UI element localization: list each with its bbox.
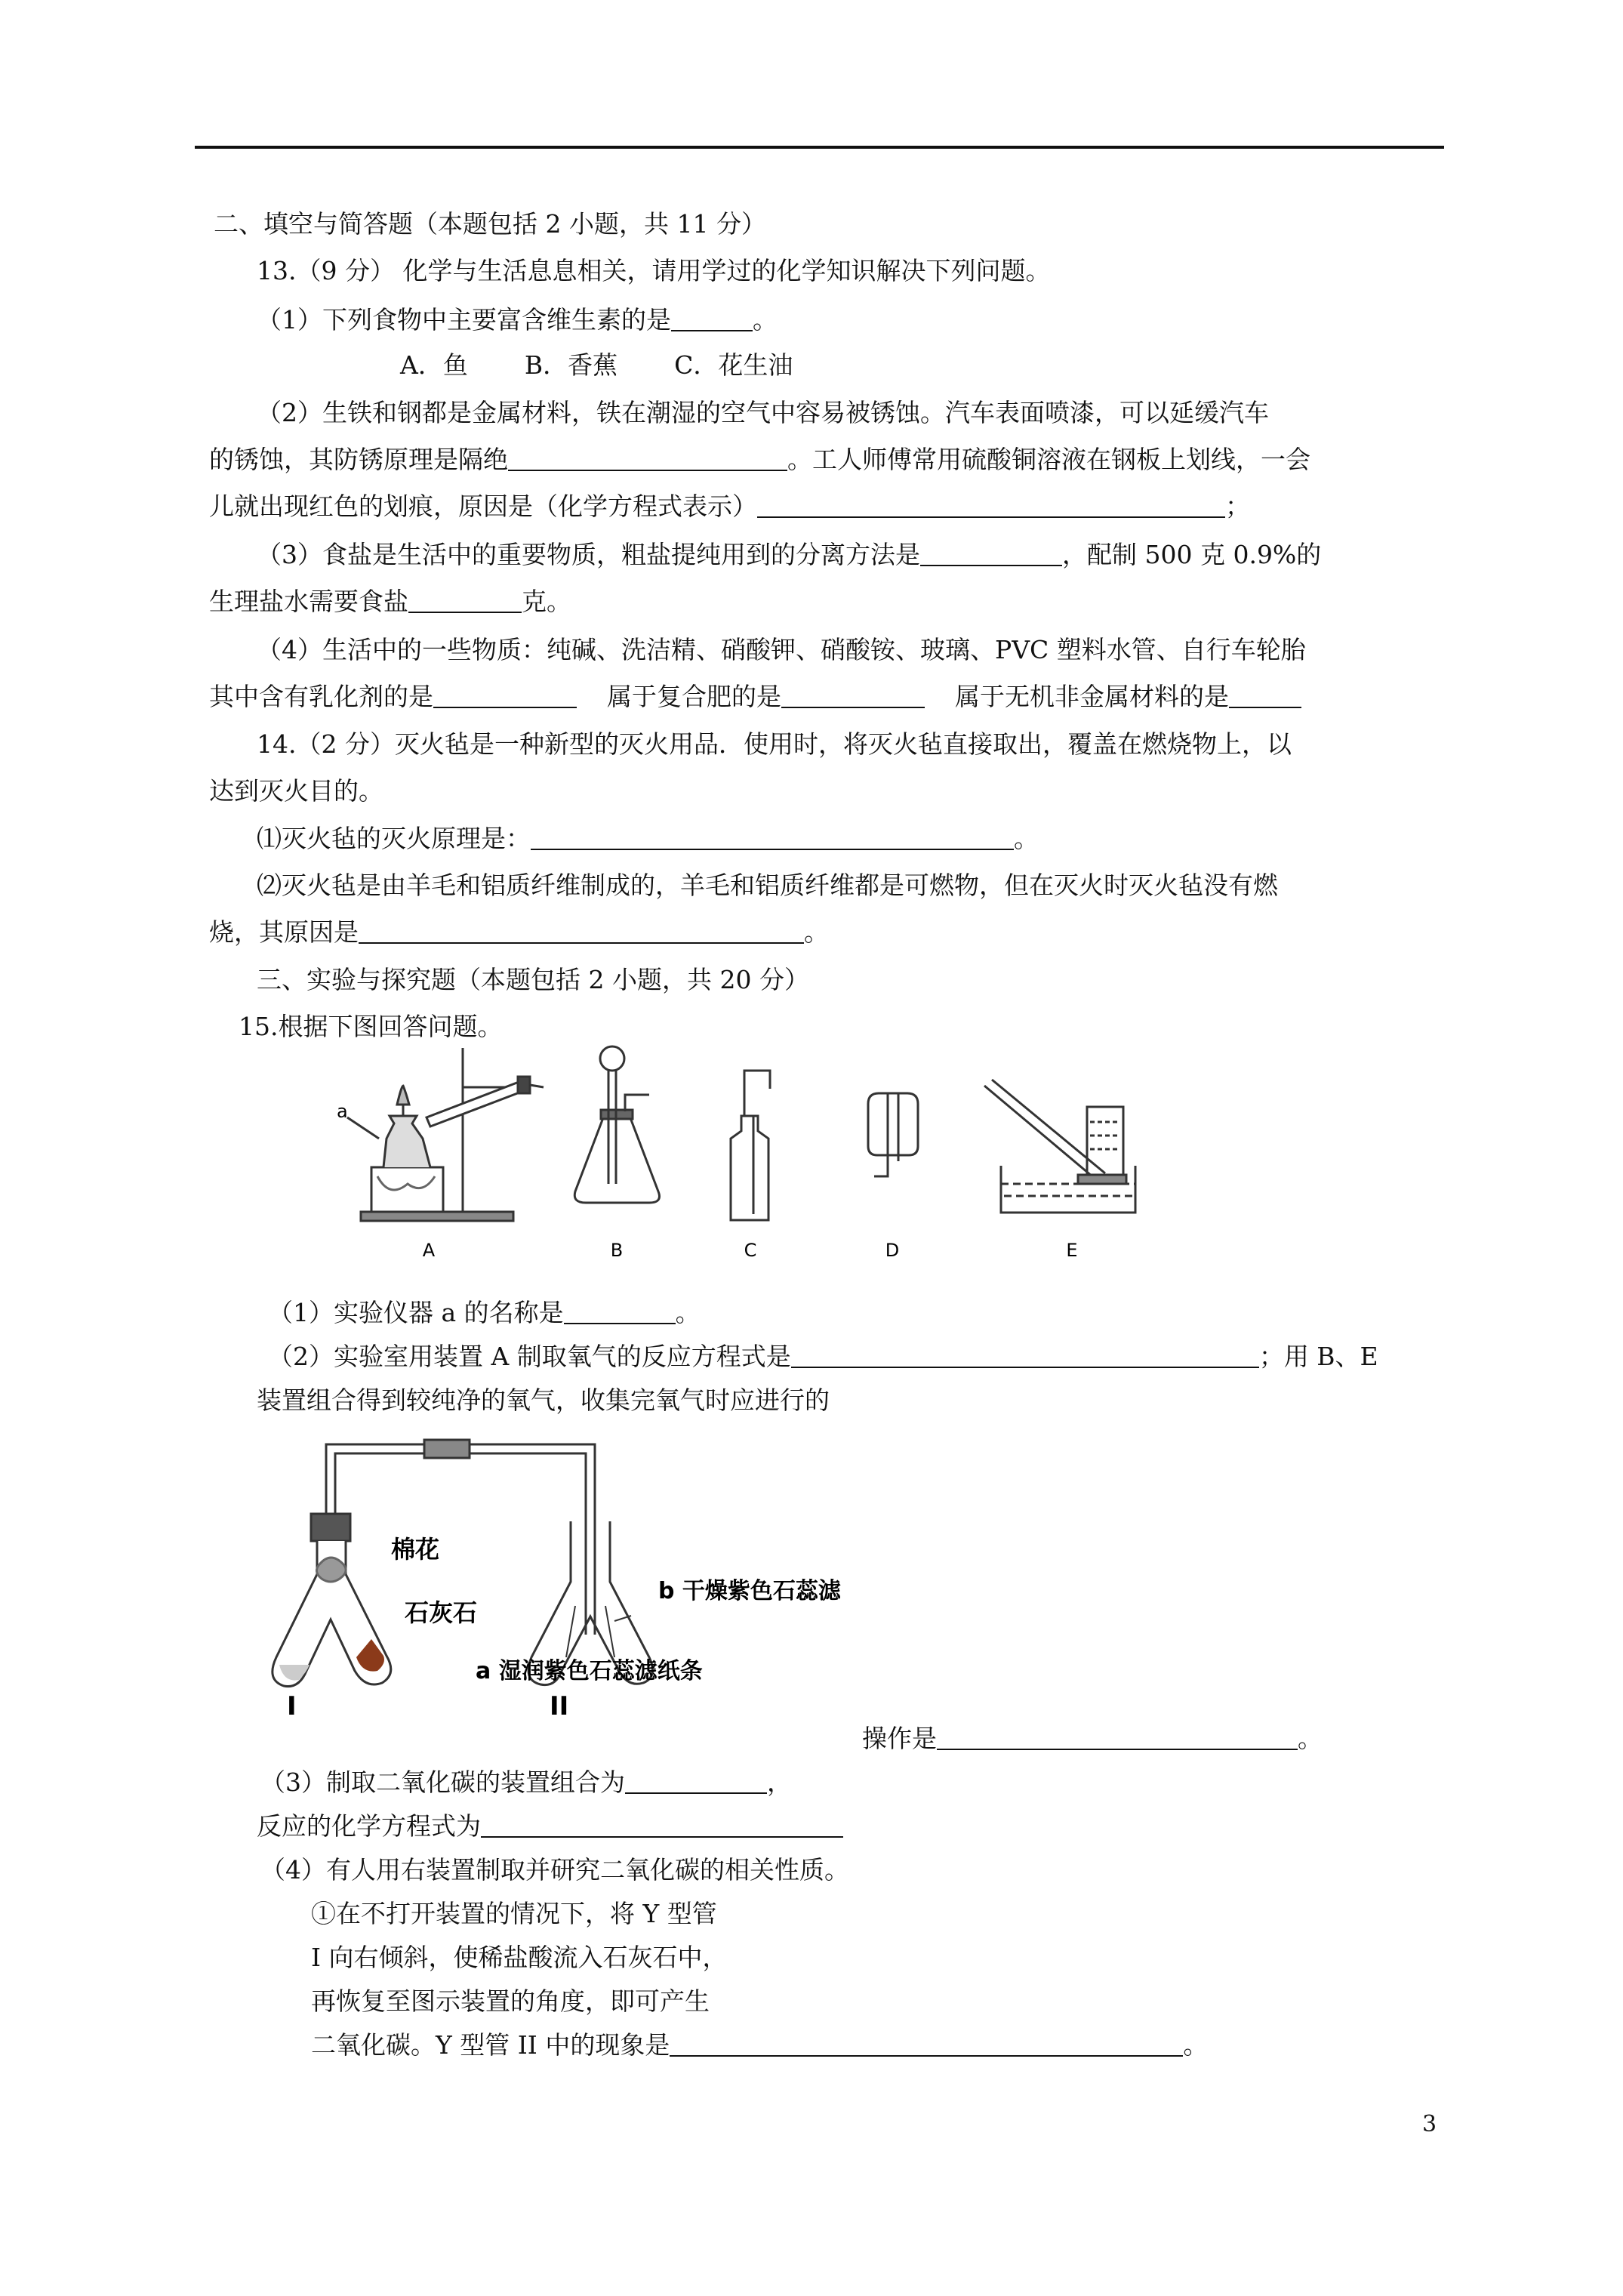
label-dry-litmus-strip: b 干燥紫色石蕊滤 bbox=[658, 1578, 841, 1604]
q13-options bbox=[400, 350, 793, 381]
q13-part4-answer-blank-3[interactable] bbox=[1229, 683, 1301, 708]
apparatus-figure bbox=[317, 1040, 1246, 1267]
q13-part2-answer-blank-1[interactable] bbox=[508, 445, 787, 471]
q14-part2-answer-blank[interactable] bbox=[359, 918, 804, 944]
y-tube-figure bbox=[257, 1431, 841, 1733]
q13-part2-line2: 的锈蚀，其防锈原理是隔绝 。工人师傅常用硫酸铜溶液在钢板上划线，一会 bbox=[209, 445, 1310, 474]
label-cotton: 棉花 bbox=[391, 1535, 440, 1564]
q13-part2-answer-blank-2[interactable] bbox=[757, 492, 1225, 518]
label-wet-litmus-strip: a 湿润紫色石蕊滤纸条 bbox=[476, 1658, 703, 1684]
q14-line1: 14.（2 分）灭火毡是一种新型的灭火用品．使用时，将灭火毡直接取出，覆盖在燃烧物上，以 bbox=[257, 729, 1292, 759]
header-rule bbox=[195, 146, 1444, 149]
y-tube-diagram bbox=[257, 1431, 841, 1733]
q13-part4-answer-blank-2[interactable] bbox=[781, 683, 925, 708]
section-3-title: 三、实验与探究题（本题包括 2 小题，共 20 分） bbox=[257, 965, 809, 994]
q13-part3-answer-blank-2[interactable] bbox=[408, 587, 522, 613]
q15-part2-answer-blank-1[interactable] bbox=[791, 1342, 1259, 1368]
q13-intro: 13.（9 分） 化学与生活息息相关，请用学过的化学知识解决下列问题。 bbox=[257, 256, 1051, 285]
q14-part2-line1: ⑵灭火毡是由羊毛和铝质纤维制成的，羊毛和铝质纤维都是可燃物，但在灭火时灭火毡没有燃 bbox=[257, 871, 1278, 900]
label-tube-i: I bbox=[287, 1691, 297, 1721]
q15-part2-answer-blank-2[interactable] bbox=[937, 1724, 1298, 1750]
q15-part2-line1: （2）实验室用装置 A 制取氧气的反应方程式是 ；用 B、E bbox=[268, 1342, 1378, 1371]
q14-part1-answer-blank[interactable] bbox=[531, 824, 1014, 850]
apparatus-d bbox=[868, 1093, 918, 1176]
option-b: B．香蕉 bbox=[524, 350, 618, 380]
apparatus-label-c: C bbox=[744, 1240, 757, 1261]
q15-part2-line2: 装置组合得到较纯净的氧气，收集完氧气时应进行的 bbox=[257, 1385, 830, 1415]
page-number: 3 bbox=[1422, 2111, 1437, 2137]
q15-part4-line4: 再恢复至图示装置的角度，即可产生 bbox=[311, 1986, 710, 2016]
q13-part3-line1: （3）食盐是生活中的重要物质，粗盐提纯用到的分离方法是 ，配制 500 克 0.9%的 bbox=[257, 540, 1322, 569]
q15-part4-line3: I 向右倾斜，使稀盐酸流入石灰石中， bbox=[311, 1943, 728, 1972]
q15-part4-answer-blank[interactable] bbox=[670, 2031, 1183, 2057]
q15-part3-line1: （3）制取二氧化碳的装置组合为 ， bbox=[260, 1767, 792, 1797]
q13-part4-line2: 其中含有乳化剂的是 属于复合肥的是 属于无机非金属材料的是 bbox=[209, 681, 1301, 712]
apparatus-diagram bbox=[317, 1040, 1246, 1267]
q14-part1: ⑴灭火毡的灭火原理是： 。 bbox=[257, 824, 1039, 853]
label-tube-ii: II bbox=[550, 1691, 569, 1721]
apparatus-c bbox=[731, 1071, 770, 1220]
q13-part1: （1）下列食物中主要富含维生素的是 。 bbox=[257, 305, 778, 334]
q14-line2: 达到灭火目的。 bbox=[209, 776, 383, 806]
q13-part1-answer-blank[interactable] bbox=[671, 306, 753, 331]
q13-part2-line1: （2）生铁和钢都是金属材料，铁在潮湿的空气中容易被锈蚀。汽车表面喷漆，可以延缓汽车 bbox=[257, 398, 1269, 427]
label-limestone: 石灰石 bbox=[405, 1598, 478, 1627]
section-2-title: 二、填空与简答题（本题包括 2 小题，共 11 分） bbox=[214, 209, 766, 239]
q13-part3-answer-blank-1[interactable] bbox=[920, 541, 1062, 566]
q15-part4-line1: （4）有人用右装置制取并研究二氧化碳的相关性质。 bbox=[260, 1855, 849, 1885]
apparatus-label-a: A bbox=[422, 1240, 436, 1261]
apparatus-b bbox=[574, 1046, 659, 1203]
q13-part4-answer-blank-1[interactable] bbox=[433, 683, 577, 708]
q15-part2-operation: 操作是 。 bbox=[862, 1724, 1323, 1753]
q13-part3-line2: 生理盐水需要食盐 克。 bbox=[209, 587, 571, 616]
q15-part3-line2: 反应的化学方程式为 bbox=[257, 1811, 843, 1841]
q14-part2-line2: 烧，其原因是 。 bbox=[209, 917, 829, 947]
option-a: A．鱼 bbox=[400, 350, 468, 380]
q15-part1: （1）实验仪器 a 的名称是 。 bbox=[268, 1298, 701, 1327]
q15-part4-line2: ①在不打开装置的情况下，将 Y 型管 bbox=[311, 1899, 717, 1928]
q15-intro: 15.根据下图回答问题。 bbox=[239, 1012, 503, 1041]
q15-part3-answer-blank-1[interactable] bbox=[625, 1768, 767, 1794]
q13-part2-line3: 儿就出现红色的划痕，原因是（化学方程式表示） ； bbox=[209, 492, 1250, 521]
apparatus-label-b: B bbox=[610, 1240, 624, 1261]
option-c: C．花生油 bbox=[674, 350, 793, 380]
apparatus-label-d: D bbox=[885, 1240, 900, 1261]
apparatus-a-pointer-label: a bbox=[337, 1101, 348, 1122]
apparatus-e bbox=[984, 1080, 1135, 1213]
q15-part4-line5: 二氧化碳。Y 型管 II 中的现象是 。 bbox=[311, 2030, 1209, 2060]
q15-part1-answer-blank[interactable] bbox=[564, 1299, 676, 1324]
q13-part4-line1: （4）生活中的一些物质：纯碱、洗洁精、硝酸钾、硝酸铵、玻璃、PVC 塑料水管、自行车轮胎 bbox=[257, 635, 1306, 664]
q15-part3-answer-blank-2[interactable] bbox=[481, 1812, 843, 1838]
apparatus-label-e: E bbox=[1066, 1240, 1078, 1261]
apparatus-a bbox=[347, 1048, 544, 1221]
